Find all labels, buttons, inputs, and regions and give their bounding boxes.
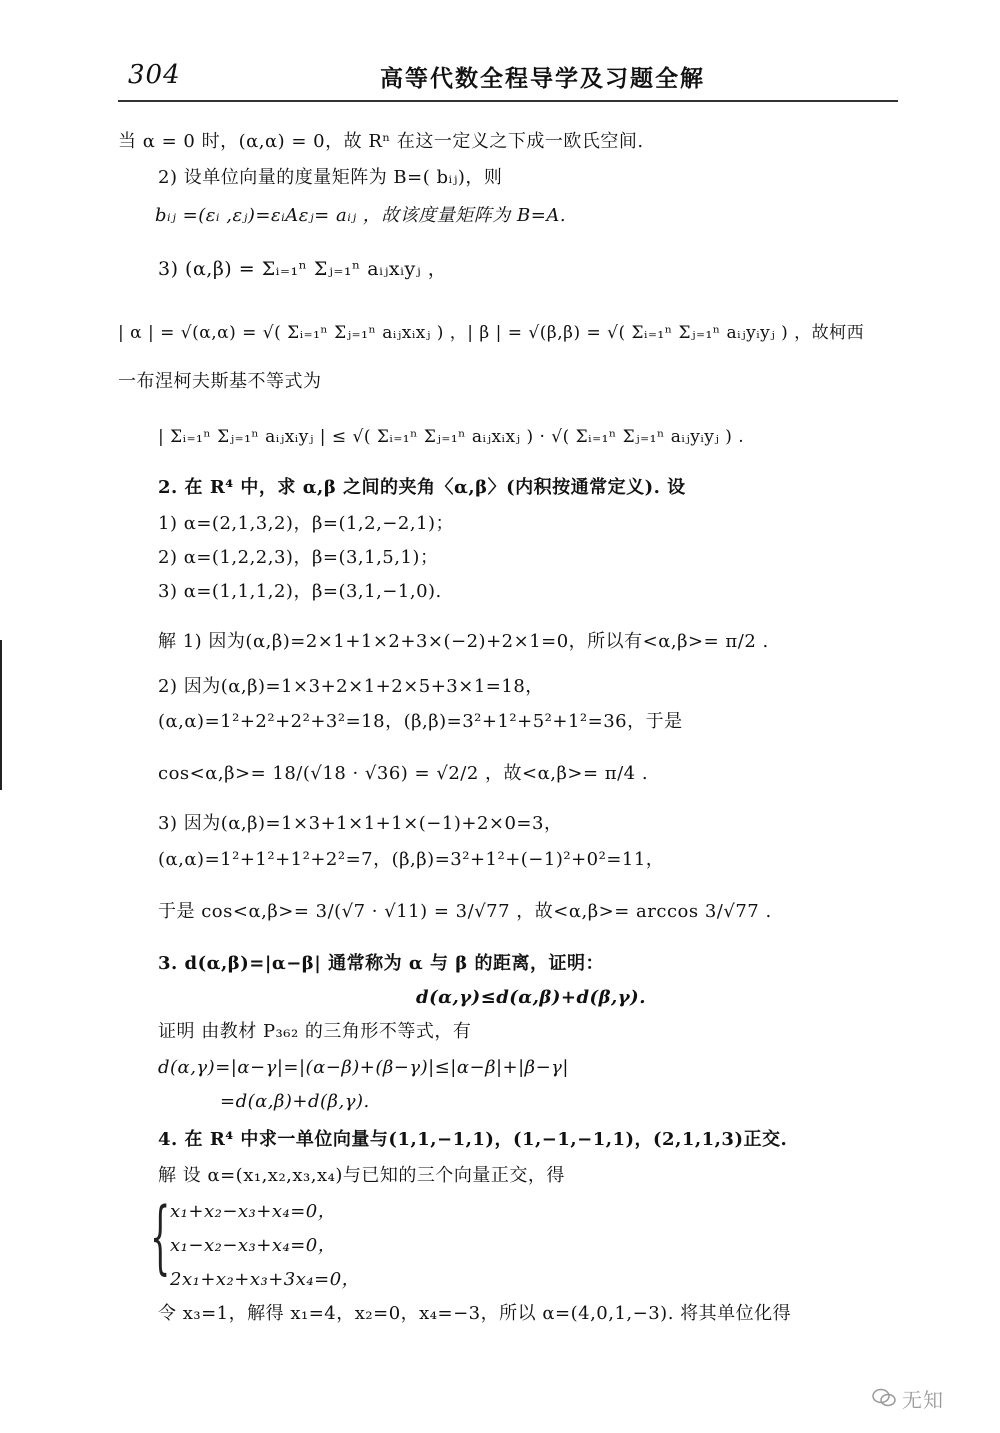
problem-4-heading: 4. 在 R⁴ 中求一单位向量与(1,1,−1,1)，(1,−1,−1,1)，(2,1,1,3)正交. <box>158 1129 788 1150</box>
page-number: 304 <box>128 60 181 90</box>
equation-line: x₁+x₂−x₃+x₄=0， <box>170 1201 337 1222</box>
formula-line: bᵢⱼ =(εᵢ ,εⱼ)=εᵢAεⱼ= aᵢⱼ ，故该度量矩阵为 B=A. <box>155 205 567 226</box>
formula-line: d(α,γ)≤d(α,β)+d(β,γ). <box>416 987 646 1008</box>
solution-line: 解 设 α=(x₁,x₂,x₃,x₄)与已知的三个向量正交，得 <box>158 1165 565 1186</box>
formula-line: d(α,γ)=|α−γ|=|(α−β)+(β−γ)|≤|α−β|+|β−γ| <box>158 1057 569 1078</box>
system-brace: { <box>150 1190 171 1283</box>
scan-edge <box>0 640 2 790</box>
text-line: 1) α=(2,1,3,2)，β=(1,2,−2,1)； <box>158 513 455 534</box>
text-line: 3) α=(1,1,1,2)，β=(3,1,−1,0). <box>158 581 442 602</box>
text-line: 当 α = 0 时，(α,α) = 0，故 Rⁿ 在这一定义之下成一欧氏空间. <box>118 131 644 152</box>
text-line: 2) α=(1,2,2,3)，β=(3,1,5,1)； <box>158 547 439 568</box>
formula-line: cos<α,β>= 18/(√18 · √36) = √2/2 ，故<α,β>= π/4 . <box>158 763 649 784</box>
formula-line: | α | = √(α,α) = √( Σᵢ₌₁ⁿ Σⱼ₌₁ⁿ aᵢⱼxᵢxⱼ ) ，| β | = √(β,β) = √( Σᵢ₌₁ⁿ Σⱼ₌₁ⁿ aᵢⱼyᵢyⱼ ) ，故柯西 <box>118 323 865 343</box>
solution-line: 解 1) 因为(α,β)=2×1+1×2+3×(−2)+2×1=0，所以有<α,β>= π/2 . <box>158 631 769 652</box>
problem-2-heading: 2. 在 R⁴ 中，求 α,β 之间的夹角〈α,β〉(内积按通常定义). 设 <box>158 477 686 498</box>
formula-line: (α,α)=1²+1²+1²+2²=7，(β,β)=3²+1²+(−1)²+0²=11， <box>158 849 665 870</box>
watermark <box>872 1384 982 1414</box>
chat-bubble-icon <box>872 1388 896 1408</box>
watermark-text: 无知 <box>902 1388 944 1412</box>
formula-line: 3) (α,β) = Σᵢ₌₁ⁿ Σⱼ₌₁ⁿ aᵢⱼxᵢyⱼ ， <box>158 258 448 280</box>
text-line: 2) 因为(α,β)=1×3+2×1+2×5+3×1=18， <box>158 676 544 697</box>
equation-line: 2x₁+x₂+x₃+3x₄=0， <box>170 1269 361 1290</box>
formula-line: 于是 cos<α,β>= 3/(√7 · √11) = 3/√77 ，故<α,β>= arccos 3/√77 . <box>158 901 772 922</box>
header-rule <box>118 100 898 102</box>
running-title: 高等代数全程导学及习题全解 <box>380 66 705 92</box>
formula-line: =d(α,β)+d(β,γ). <box>220 1091 370 1112</box>
text-line: 3) 因为(α,β)=1×3+1×1+1×(−1)+2×0=3， <box>158 813 563 834</box>
equation-line: x₁−x₂−x₃+x₄=0， <box>170 1235 337 1256</box>
formula-line: | Σᵢ₌₁ⁿ Σⱼ₌₁ⁿ aᵢⱼxᵢyⱼ | ≤ √( Σᵢ₌₁ⁿ Σⱼ₌₁ⁿ aᵢⱼxᵢxⱼ ) · √( Σᵢ₌₁ⁿ Σⱼ₌₁ⁿ aᵢⱼyᵢyⱼ ) . <box>158 427 745 447</box>
problem-3-heading: 3. d(α,β)=|α−β| 通常称为 α 与 β 的距离，证明： <box>158 953 604 974</box>
text-line: 一布涅柯夫斯基不等式为 <box>118 371 322 392</box>
page-header <box>118 58 898 98</box>
text-line: 2) 设单位向量的度量矩阵为 B=( bᵢⱼ)，则 <box>158 167 503 188</box>
text-line: 令 x₃=1，解得 x₁=4，x₂=0，x₄=−3，所以 α=(4,0,1,−3). 将其单位化得 <box>158 1303 792 1324</box>
formula-line: (α,α)=1²+2²+2²+3²=18，(β,β)=3²+1²+5²+1²=36，于是 <box>158 711 683 732</box>
proof-line: 证明 由教材 P₃₆₂ 的三角形不等式，有 <box>158 1021 472 1042</box>
